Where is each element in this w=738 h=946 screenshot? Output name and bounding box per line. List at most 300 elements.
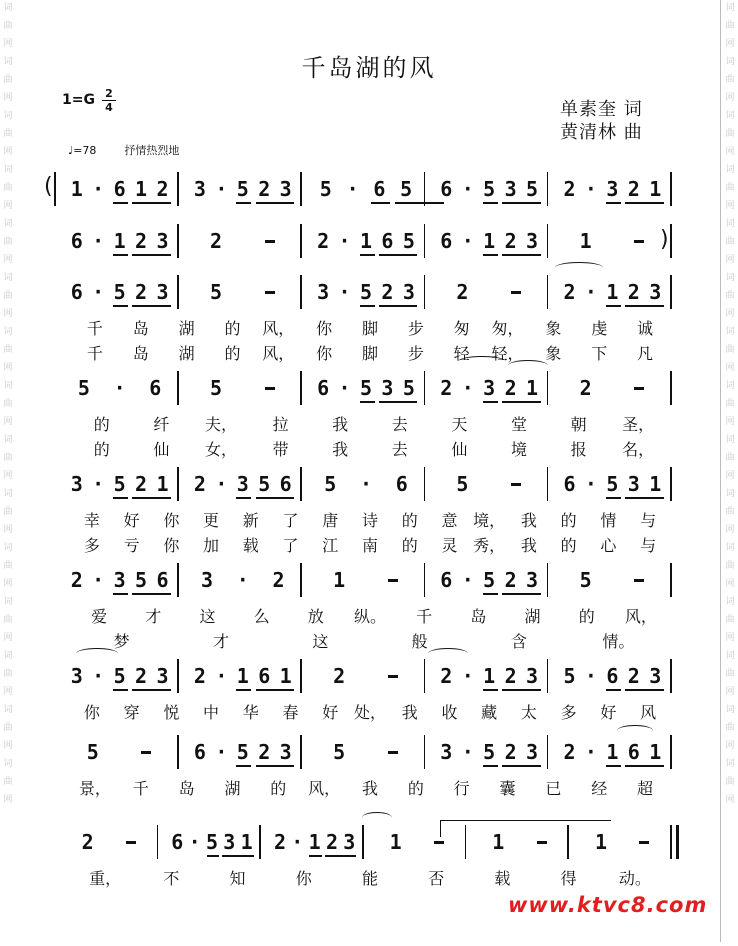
lyric-line xyxy=(0,440,700,462)
note: 6 xyxy=(440,177,453,201)
note: 3 xyxy=(70,664,83,688)
watermark-char: 曲 xyxy=(725,183,735,193)
lyric-syllable: 动。 xyxy=(618,869,651,888)
lyric-syllable: 般 xyxy=(411,632,428,651)
note: 5 xyxy=(205,830,219,854)
note: 6 xyxy=(440,229,453,253)
watermark-char: 词 xyxy=(725,543,735,553)
note: 5 xyxy=(209,280,223,304)
watermark-char: 网 xyxy=(3,795,13,805)
note: 5 xyxy=(113,280,126,304)
notation-line xyxy=(0,665,700,705)
lyric-syllable: 去 xyxy=(391,440,408,459)
dash-mark xyxy=(634,579,644,582)
watermark-char: 词 xyxy=(725,651,735,661)
watermark-char: 曲 xyxy=(725,21,735,31)
notation-line xyxy=(0,377,700,417)
underline-beam xyxy=(606,305,621,307)
underline-beam xyxy=(483,593,498,595)
lyric-syllable: 匆， xyxy=(491,319,524,338)
watermark-char: 网 xyxy=(725,687,735,697)
watermark-char: 曲 xyxy=(725,453,735,463)
note: 2 xyxy=(504,229,517,253)
volta-bracket xyxy=(440,820,611,837)
note: 3 xyxy=(440,740,453,764)
lyric-syllable: 岛 xyxy=(132,319,149,338)
lyric-syllable: 春 xyxy=(282,703,299,722)
underline-beam xyxy=(606,689,621,691)
dash-mark xyxy=(388,579,398,582)
lyric-syllable: 湖 xyxy=(224,779,241,798)
watermark-char: 曲 xyxy=(3,723,13,733)
watermark-char: 曲 xyxy=(3,291,13,301)
note: 5 xyxy=(402,376,415,400)
time-signature xyxy=(102,88,116,113)
lyric-syllable: 夫， xyxy=(204,415,238,434)
note: 5 xyxy=(333,740,346,764)
slur-mark xyxy=(617,725,653,736)
note: 5 xyxy=(563,664,576,688)
underline-beam xyxy=(483,202,498,204)
watermark-char: 曲 xyxy=(725,777,735,787)
lyric-syllable: 多 xyxy=(560,703,577,722)
augmentation-dot: · xyxy=(461,740,474,764)
dash-mark xyxy=(141,751,151,754)
watermark-char: 曲 xyxy=(3,21,13,31)
lyric-syllable: 载 xyxy=(494,869,511,888)
barline xyxy=(547,659,549,693)
lyric-syllable: 穿 xyxy=(123,703,140,722)
note: 2 xyxy=(504,568,517,592)
note: 5 xyxy=(77,376,90,400)
note: 3 xyxy=(156,229,169,253)
tempo-marking xyxy=(60,142,179,158)
note: 3 xyxy=(526,664,539,688)
lyric-syllable: 的 xyxy=(407,779,424,798)
barline xyxy=(670,371,672,405)
watermark-char: 网 xyxy=(3,201,13,211)
lyric-syllable: 好 xyxy=(600,703,617,722)
note: 6 xyxy=(193,740,206,764)
watermark-char: 曲 xyxy=(3,777,13,787)
watermark-char: 曲 xyxy=(725,129,735,139)
lyric-syllable: 能 xyxy=(361,869,379,888)
lyric-syllable: 已 xyxy=(545,779,562,798)
lyric-syllable: 千 xyxy=(86,344,103,363)
dash-mark xyxy=(511,291,521,294)
underline-beam xyxy=(236,765,251,767)
time-sig-bottom: 4 xyxy=(105,101,113,114)
note: 6 xyxy=(627,740,640,764)
watermark-char: 网 xyxy=(3,525,13,535)
watermark-char: 词 xyxy=(3,435,13,445)
lyric-line xyxy=(0,511,700,533)
lyric-syllable: 风， xyxy=(624,607,657,626)
watermark-char: 网 xyxy=(725,579,735,589)
note: 3 xyxy=(649,280,662,304)
note: 1 xyxy=(308,830,321,854)
watermark-char: 词 xyxy=(3,489,13,499)
note: 1 xyxy=(70,177,83,201)
note: 5 xyxy=(258,472,271,496)
note: 2 xyxy=(440,376,453,400)
note: 2 xyxy=(627,280,640,304)
lyric-syllable: 我 xyxy=(332,415,349,434)
note: 2 xyxy=(381,280,394,304)
lyric-syllable: 我 xyxy=(401,703,418,722)
lyric-syllable: 诚 xyxy=(637,319,654,338)
note: 3 xyxy=(526,568,539,592)
note: 1 xyxy=(359,229,373,253)
final-barline xyxy=(676,825,679,859)
underline-beam xyxy=(236,497,251,499)
tempo-value: ♩=78 xyxy=(68,144,97,157)
lyric-syllable: 风， xyxy=(308,779,341,798)
slur-mark xyxy=(508,360,548,371)
lyric-syllable: 纤 xyxy=(153,415,170,434)
augmentation-dot: · xyxy=(92,229,105,253)
augmentation-dot: · xyxy=(346,177,359,201)
barline xyxy=(670,172,672,206)
lyric-syllable: 步 xyxy=(407,344,424,363)
lyric-syllable: 风， xyxy=(262,344,295,363)
barline xyxy=(424,224,426,258)
note: 1 xyxy=(156,472,169,496)
watermark-char: 网 xyxy=(3,255,13,265)
note: 2 xyxy=(333,664,346,688)
watermark-char: 网 xyxy=(725,795,735,805)
note: 6 xyxy=(113,177,126,201)
watermark-char: 网 xyxy=(3,579,13,589)
site-watermark[interactable]: www.ktvc8.com xyxy=(508,893,708,917)
lyric-syllable: 超 xyxy=(637,779,654,798)
lyric-syllable: 的 xyxy=(578,607,595,626)
note: 2 xyxy=(81,830,94,854)
lyric-syllable: 境， xyxy=(473,511,506,530)
lyric-syllable: 情 xyxy=(600,511,617,530)
lyric-syllable: 岛 xyxy=(132,344,149,363)
lyric-syllable: 脚 xyxy=(361,344,379,363)
note: 3 xyxy=(381,376,394,400)
notation-line xyxy=(0,473,700,513)
lyric-syllable: 千 xyxy=(86,319,103,338)
underline-beam xyxy=(236,689,251,691)
note: 2 xyxy=(563,177,576,201)
lyric-syllable: 我 xyxy=(361,779,379,798)
barline xyxy=(670,659,672,693)
barline xyxy=(157,825,159,859)
lyric-syllable: 的 xyxy=(93,440,110,459)
watermark-char: 网 xyxy=(725,201,735,211)
lyric-syllable: 你 xyxy=(163,536,180,555)
lyric-line xyxy=(0,779,700,801)
barline xyxy=(547,275,549,309)
note: 2 xyxy=(579,376,592,400)
augmentation-dot: · xyxy=(584,664,597,688)
watermark-char: 词 xyxy=(725,489,735,499)
lyric-syllable: 载 xyxy=(242,536,259,555)
lyric-syllable: 新 xyxy=(242,511,259,530)
note: 2 xyxy=(504,664,517,688)
note: 2 xyxy=(70,568,83,592)
augmentation-dot: · xyxy=(236,568,249,592)
lyric-syllable: 收 xyxy=(441,703,458,722)
lyric-syllable: 的 xyxy=(224,344,241,363)
augmentation-dot: · xyxy=(338,229,351,253)
lyric-line xyxy=(0,319,700,341)
note: 2 xyxy=(258,740,271,764)
note: 5 xyxy=(579,568,592,592)
note: 2 xyxy=(209,229,223,253)
dash-mark xyxy=(265,387,275,390)
lyric-syllable: 朝 xyxy=(570,415,587,434)
underline-beam xyxy=(371,202,390,204)
lyric-line xyxy=(0,536,700,558)
watermark-char: 网 xyxy=(725,255,735,265)
note: 2 xyxy=(193,664,206,688)
barline xyxy=(424,371,426,405)
barline xyxy=(547,224,549,258)
watermark-char: 网 xyxy=(725,525,735,535)
lyric-syllable: 轻 xyxy=(453,344,470,363)
note: 1 xyxy=(483,229,496,253)
note: 2 xyxy=(504,376,517,400)
dash-mark xyxy=(388,675,398,678)
watermark-char: 词 xyxy=(725,327,735,337)
augmentation-dot: · xyxy=(338,280,351,304)
underline-beam xyxy=(132,305,171,307)
watermark-right xyxy=(722,0,738,946)
time-sig-top: 2 xyxy=(105,87,113,100)
augmentation-dot: · xyxy=(92,472,105,496)
lyric-syllable: 你 xyxy=(83,703,100,722)
note: 6 xyxy=(606,664,619,688)
lyric-syllable: 湖 xyxy=(178,344,195,363)
underline-beam xyxy=(132,202,171,204)
barline xyxy=(547,371,549,405)
note: 6 xyxy=(70,229,83,253)
slur-mark xyxy=(362,812,392,823)
watermark-char: 词 xyxy=(3,165,13,175)
notation-line xyxy=(0,741,700,781)
barline xyxy=(547,467,549,501)
note: 3 xyxy=(70,472,83,496)
barline xyxy=(177,275,179,309)
note: 3 xyxy=(156,280,169,304)
lyric-syllable: 的 xyxy=(401,511,418,530)
watermark-char: 词 xyxy=(725,381,735,391)
lyric-syllable: 放 xyxy=(307,607,324,626)
note: 6 xyxy=(563,472,576,496)
barline xyxy=(424,275,426,309)
watermark-char: 曲 xyxy=(725,75,735,85)
barline xyxy=(300,563,302,597)
watermark-char: 词 xyxy=(725,219,735,229)
lyricist-credit: 单素奎 词 xyxy=(560,99,643,120)
dash-mark xyxy=(634,387,644,390)
watermark-char: 曲 xyxy=(3,507,13,517)
note: 3 xyxy=(483,376,496,400)
augmentation-dot: · xyxy=(215,472,228,496)
lyric-syllable: 情。 xyxy=(602,632,635,651)
notation-line xyxy=(0,178,700,218)
lyric-syllable: 行 xyxy=(453,779,470,798)
note: 2 xyxy=(627,664,640,688)
slur-mark xyxy=(555,262,603,273)
lyric-syllable: 步 xyxy=(407,319,424,338)
note: 1 xyxy=(579,229,592,253)
augmentation-dot: · xyxy=(584,472,597,496)
note: 2 xyxy=(135,664,148,688)
dash-mark xyxy=(126,841,136,844)
lyric-line xyxy=(0,607,700,629)
lyric-syllable: 拉 xyxy=(272,415,289,434)
lyric-syllable: 我 xyxy=(332,440,349,459)
barline xyxy=(177,172,179,206)
underline-beam xyxy=(256,202,295,204)
note: 3 xyxy=(504,177,517,201)
note: 6 xyxy=(258,664,271,688)
lyric-syllable: 南 xyxy=(361,536,379,555)
note: 3 xyxy=(526,740,539,764)
lyric-syllable: 纵。 xyxy=(353,607,387,626)
lyric-syllable: 幸 xyxy=(83,511,100,530)
watermark-char: 曲 xyxy=(3,453,13,463)
note: 5 xyxy=(324,472,337,496)
watermark-char: 曲 xyxy=(3,183,13,193)
note: 2 xyxy=(273,830,287,854)
watermark-char: 词 xyxy=(725,3,735,13)
lyric-syllable: 湖 xyxy=(178,319,195,338)
barline xyxy=(547,563,549,597)
barline xyxy=(670,735,672,769)
underline-beam xyxy=(502,765,541,767)
lyric-syllable: 更 xyxy=(203,511,220,530)
watermark-char: 网 xyxy=(725,309,735,319)
underline-beam xyxy=(606,765,621,767)
watermark-char: 网 xyxy=(3,741,13,751)
repeat-close-paren: ) xyxy=(660,227,669,252)
note: 5 xyxy=(319,177,332,201)
lyric-syllable: 这 xyxy=(199,607,216,626)
underline-beam xyxy=(113,254,128,256)
augmentation-dot: · xyxy=(215,664,228,688)
note: 2 xyxy=(193,472,206,496)
augmentation-dot: · xyxy=(584,280,597,304)
note: 2 xyxy=(272,568,285,592)
underline-beam xyxy=(379,401,418,403)
watermark-char: 网 xyxy=(3,147,13,157)
augmentation-dot: · xyxy=(461,568,474,592)
note: 1 xyxy=(649,740,662,764)
watermark-char: 网 xyxy=(3,309,13,319)
lyric-syllable: 梦 xyxy=(113,632,130,651)
lyric-syllable: 重， xyxy=(89,869,122,888)
dash-mark xyxy=(537,841,547,844)
lyric-syllable: 的 xyxy=(560,536,577,555)
note: 3 xyxy=(317,280,330,304)
note: 2 xyxy=(317,229,330,253)
watermark-char: 网 xyxy=(725,39,735,49)
barline xyxy=(670,825,672,859)
underline-beam xyxy=(379,254,418,256)
note: 1 xyxy=(492,830,505,854)
barline xyxy=(670,467,672,501)
lyric-syllable: 了 xyxy=(282,511,299,530)
barline xyxy=(300,735,302,769)
underline-beam xyxy=(113,202,128,204)
barline xyxy=(300,172,302,206)
augmentation-dot: · xyxy=(338,376,351,400)
barline xyxy=(259,825,261,859)
note: 6 xyxy=(373,177,386,201)
lyric-syllable: 风， xyxy=(262,319,295,338)
note: 6 xyxy=(156,568,169,592)
note: 2 xyxy=(325,830,339,854)
augmentation-dot: · xyxy=(113,376,126,400)
underline-beam xyxy=(502,401,541,403)
note: 5 xyxy=(400,177,413,201)
underline-beam xyxy=(606,497,621,499)
lyric-syllable: 的 xyxy=(93,415,110,434)
lyric-syllable: 灵 xyxy=(441,536,458,555)
lyric-syllable: 否 xyxy=(428,869,445,888)
note: 5 xyxy=(483,740,496,764)
lyric-line xyxy=(0,344,700,366)
note: 3 xyxy=(113,568,126,592)
lyric-syllable: 仙 xyxy=(153,440,170,459)
lyric-syllable: 岛 xyxy=(178,779,195,798)
note: 2 xyxy=(563,280,576,304)
watermark-char: 网 xyxy=(725,471,735,481)
lyric-syllable: 亏 xyxy=(123,536,140,555)
note: 1 xyxy=(240,830,253,854)
underline-beam xyxy=(256,765,295,767)
watermark-char: 曲 xyxy=(725,399,735,409)
note: 2 xyxy=(135,280,148,304)
lyric-syllable: 处， xyxy=(353,703,387,722)
barline xyxy=(300,371,302,405)
lyric-syllable: 好 xyxy=(123,511,140,530)
note: 3 xyxy=(649,664,662,688)
barline xyxy=(177,224,179,258)
note: 3 xyxy=(606,177,619,201)
augmentation-dot: · xyxy=(461,177,474,201)
note: 2 xyxy=(135,472,148,496)
lyric-syllable: 华 xyxy=(242,703,259,722)
underline-beam xyxy=(483,765,498,767)
watermark-char: 词 xyxy=(3,705,13,715)
watermark-char: 词 xyxy=(3,381,13,391)
underline-beam xyxy=(483,254,498,256)
watermark-char: 曲 xyxy=(725,345,735,355)
lyric-syllable: 加 xyxy=(203,536,220,555)
slur-mark xyxy=(76,648,118,659)
lyric-syllable: 的 xyxy=(270,779,287,798)
note: 5 xyxy=(86,740,99,764)
underline-beam xyxy=(502,254,541,256)
underline-beam xyxy=(360,401,375,403)
note: 5 xyxy=(236,740,249,764)
note: 3 xyxy=(526,229,539,253)
augmentation-dot: · xyxy=(291,830,304,854)
watermark-char: 词 xyxy=(3,273,13,283)
barline xyxy=(424,563,426,597)
note: 5 xyxy=(113,472,126,496)
notation-line xyxy=(0,831,700,871)
song-title: 千岛湖的风 xyxy=(301,54,437,82)
watermark-char: 曲 xyxy=(725,507,735,517)
